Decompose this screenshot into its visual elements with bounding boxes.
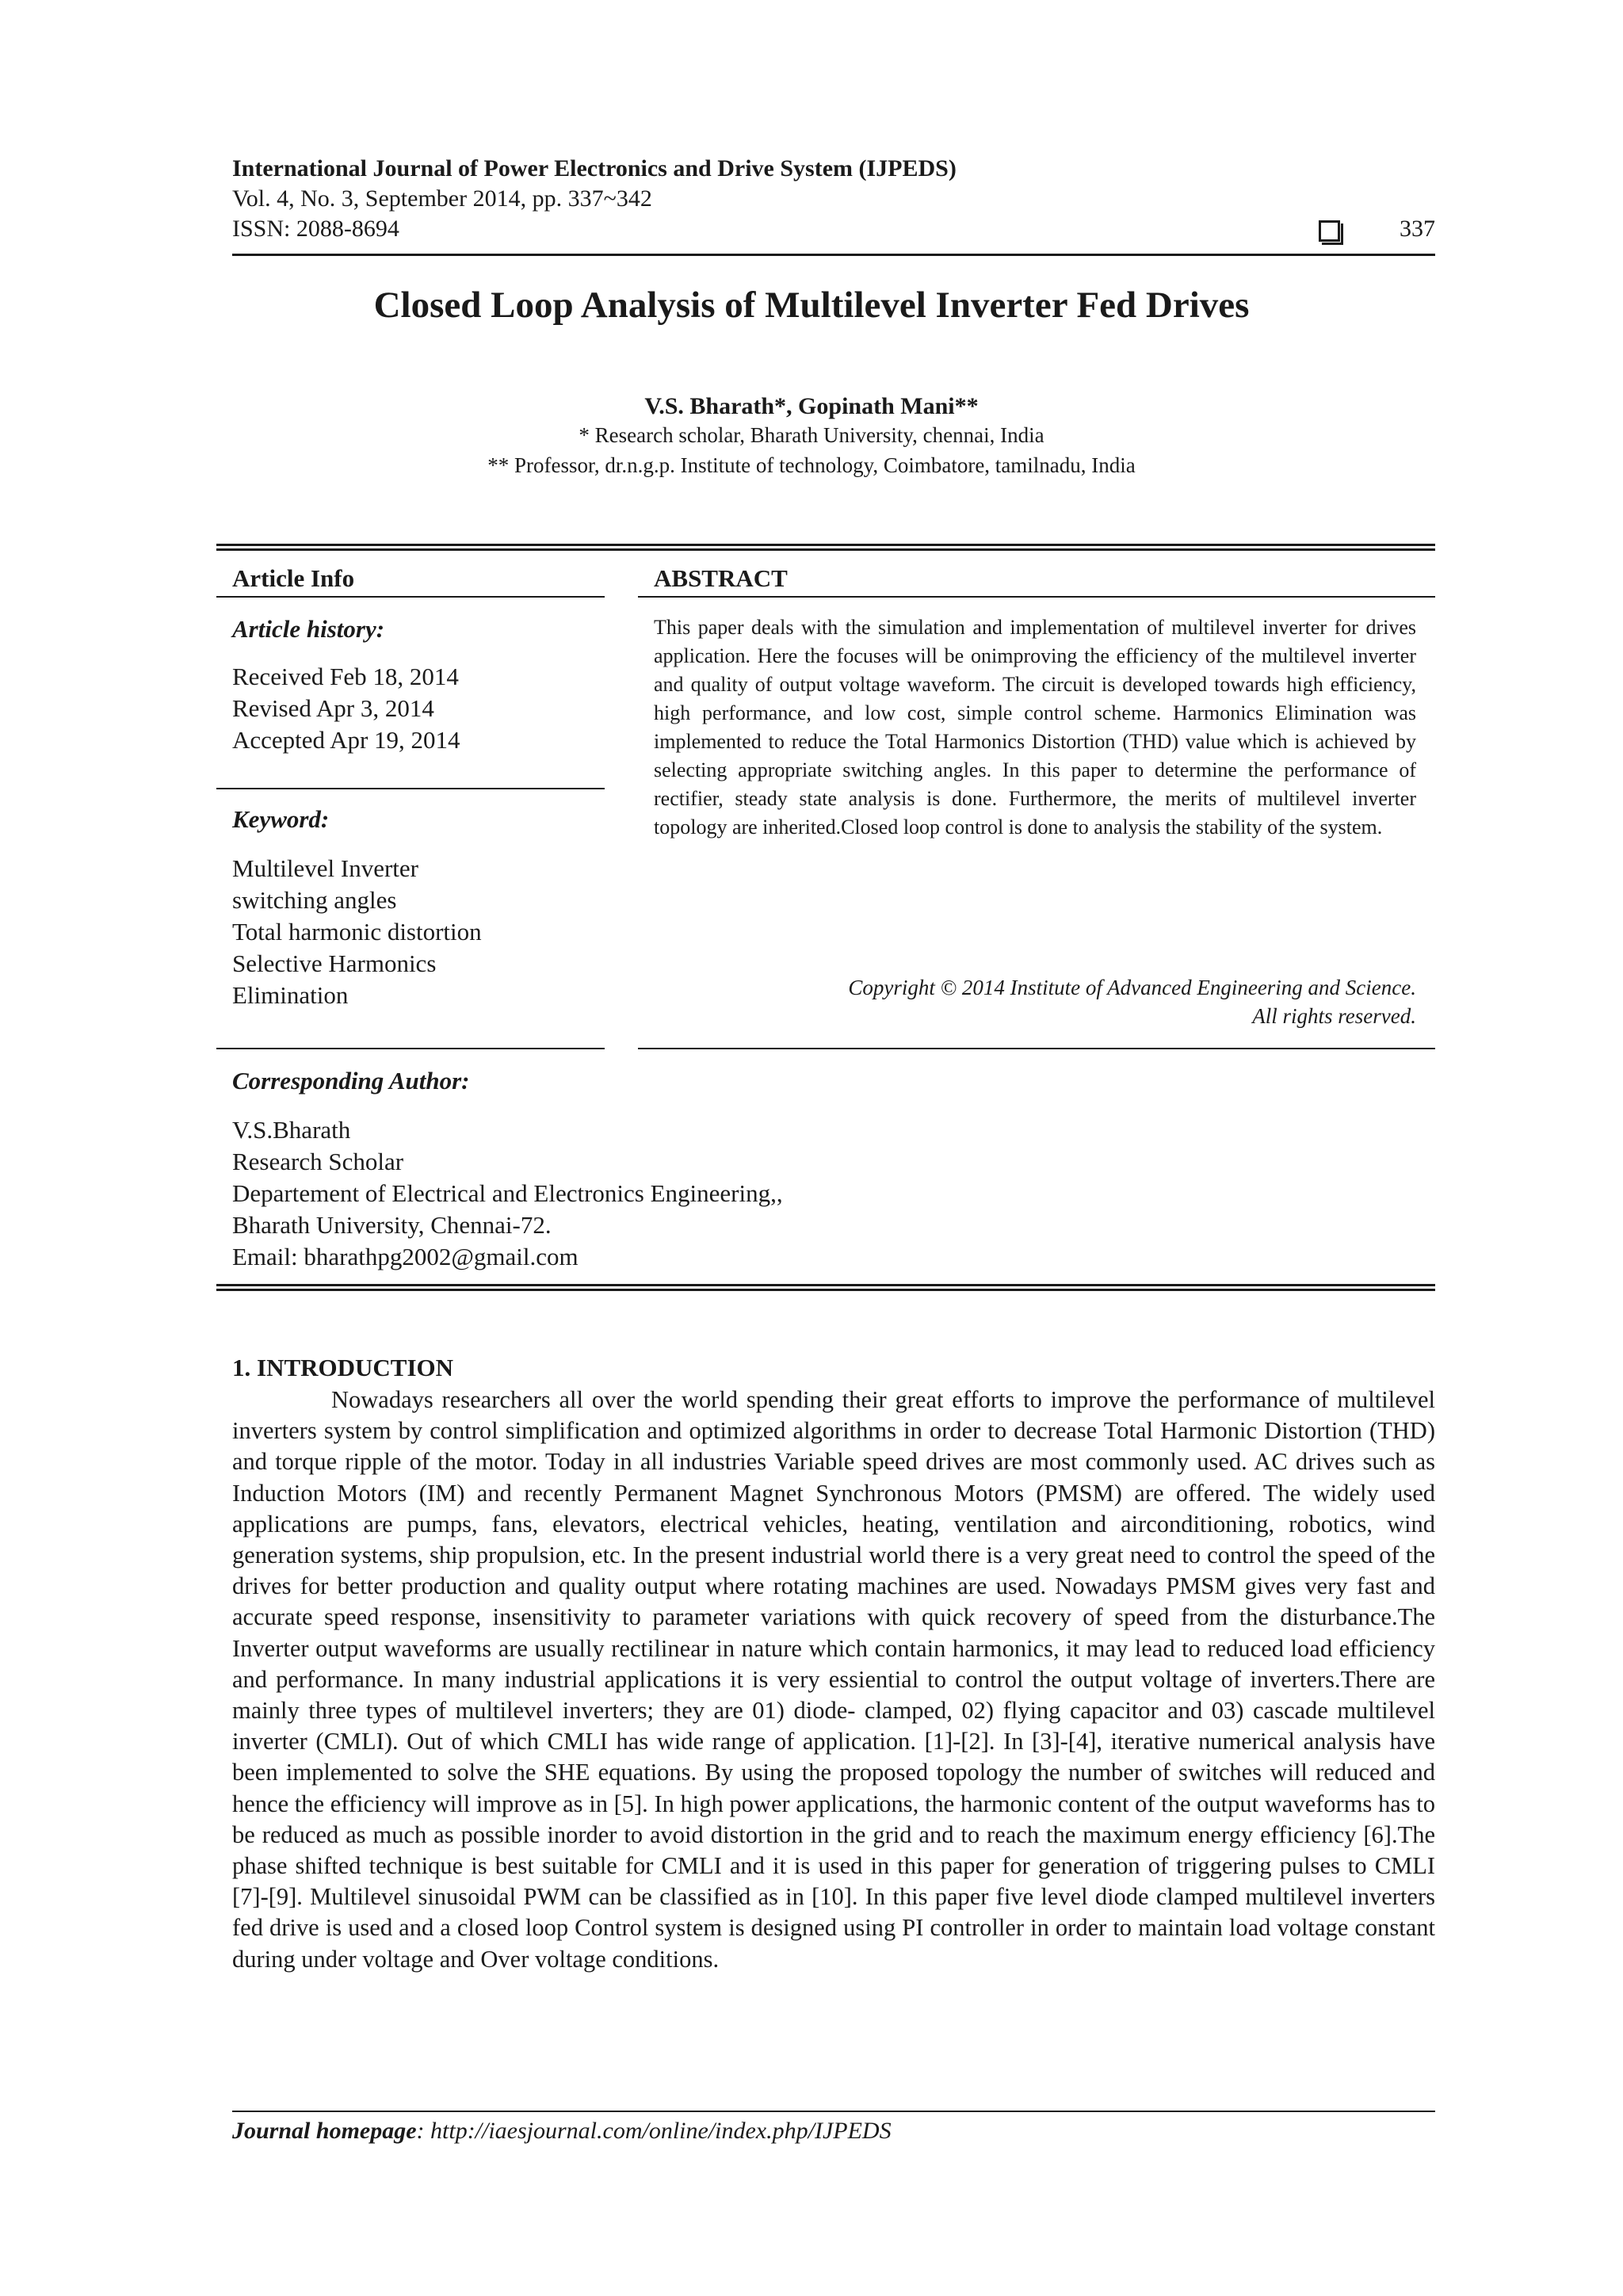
history-divider bbox=[216, 788, 605, 789]
history-received: Received Feb 18, 2014 bbox=[232, 663, 459, 690]
info-box-top-rule bbox=[216, 544, 1435, 551]
keyword-item: Elimination bbox=[232, 981, 349, 1009]
author-university: Bharath University, Chennai-72. bbox=[232, 1211, 552, 1239]
affiliation-2: ** Professor, dr.n.g.p. Institute of technology, Coimbatore, tamilnadu, India bbox=[487, 453, 1136, 477]
info-box-bottom-rule bbox=[216, 1284, 1435, 1291]
abstract-text: This paper deals with the simulation and implementation of multilevel inverter for drives application. Here the focuses will be onimproving the efficiency of the multilevel inverter and quality of output voltage waveform. The circuit is developed towards high efficiency, high performance, and low cost, simple control scheme. Harmonics Elimination was implemented to reduce the Total Harmonics Distortion (THD) value which is achieved by selecting appropriate switching angles. In this paper to determine the performance of rectifier, steady state analysis is done. Furthermore, the merits of multilevel inverter topology are inherited.Closed loop control is done to analysis the stability of the system. bbox=[654, 616, 1416, 839]
header-rule bbox=[232, 254, 1435, 256]
paper-title: Closed Loop Analysis of Multilevel Inverter Fed Drives bbox=[373, 285, 1250, 326]
keyword-heading: Keyword: bbox=[232, 805, 330, 833]
footer-rule bbox=[232, 2111, 1435, 2112]
history-accepted: Accepted Apr 19, 2014 bbox=[232, 726, 460, 754]
homepage-url[interactable]: : http://iaesjournal.com/online/index.php/IJPEDS bbox=[416, 2118, 892, 2144]
homepage-label: Journal homepage bbox=[232, 2118, 417, 2144]
author-name: V.S.Bharath bbox=[232, 1116, 351, 1144]
introduction-paragraph: Nowadays researchers all over the world spending their great efforts to improve the performance of multilevel inverters system by control simplification and optimized algorithms in order to decrease Total Harmonic Distortion (THD) and torque ripple of the motor. Today in all industries Variable speed drives are most commonly used. AC drives such as Induction Motors (IM) and recently Permanent Magnet Synchronous Motors (PMSM) are offered. The widely used applications are pumps, fans, elevators, electrical vehicles, heating, ventilation and airconditioning, robotics, wind generation systems, ship propulsion, etc. In the present industrial world there is a very great need to control the speed of the drives for better production and quality output where rotating machines are used. Nowadays PMSM gives very fast and accurate speed response, insensitivity to parameter variations with quick recovery of speed from the disturbance.The Inverter output waveforms are usually rectilinear in nature which contain harmonics, it may lead to reduced load efficiency and performance. In many industrial applications it is very essiential to control the output voltage of inverters.There are mainly three types of multilevel inverters; they are 01) diode- clamped, 02) flying capacitor and 03) cascade multilevel inverter (CMLI). Out of which CMLI has wide range of application. [1]-[2]. In [3]-[4], iterative numerical analysis have been implemented to solve the SHE equations. By using the proposed topology the number of switches will reduced and hence the efficiency will improve as in [5]. In high power applications, the harmonic content of the output waveforms has to be reduced as much as possible inorder to avoid distortion in the grid and to reach the maximum energy efficiency [6].The phase shifted technique is best suitable for CMLI and it is used in this paper for generation of triggering pulses to CMLI [7]-[9]. Multilevel sinusoidal PWM can be classified as in [10]. In this paper five level diode clamped multilevel inverters fed drive is used and a closed loop Control system is designed using PI controller in order to maintain load voltage constant during under voltage and Over voltage conditions. bbox=[232, 1386, 1435, 1973]
author-email: Email: bharathpg2002@gmail.com bbox=[232, 1243, 579, 1270]
abstract-heading: ABSTRACT bbox=[654, 564, 788, 592]
volume-line: Vol. 4, No. 3, September 2014, pp. 337~342 bbox=[232, 185, 652, 212]
abstract-bottom-rule bbox=[638, 1048, 1435, 1049]
keyword-item: Selective Harmonics bbox=[232, 949, 437, 977]
square-bullet-icon bbox=[1319, 220, 1340, 242]
journal-name: International Journal of Power Electronics and Drive System (IJPEDS) bbox=[232, 155, 957, 181]
author-department: Departement of Electrical and Electronics Engineering,, bbox=[232, 1179, 783, 1207]
abstract-underline bbox=[638, 596, 1435, 598]
introduction-heading: 1. INTRODUCTION bbox=[232, 1354, 454, 1381]
keyword-item: Multilevel Inverter bbox=[232, 854, 418, 882]
keyword-item: Total harmonic distortion bbox=[232, 918, 482, 946]
copyright-line-2: All rights reserved. bbox=[1252, 1004, 1416, 1028]
keyword-divider bbox=[216, 1048, 605, 1049]
article-info-underline bbox=[216, 596, 605, 598]
article-history-heading: Article history: bbox=[232, 615, 385, 643]
issn-line: ISSN: 2088-8694 bbox=[232, 216, 399, 242]
affiliation-1: * Research scholar, Bharath University, chennai, India bbox=[579, 423, 1044, 447]
keyword-item: switching angles bbox=[232, 886, 397, 914]
history-revised: Revised Apr 3, 2014 bbox=[232, 694, 434, 722]
corresponding-author-heading: Corresponding Author: bbox=[232, 1067, 470, 1095]
authors: V.S. Bharath*, Gopinath Mani** bbox=[644, 393, 979, 419]
author-position: Research Scholar bbox=[232, 1148, 404, 1175]
journal-homepage bbox=[232, 2118, 892, 2145]
page-number: 337 bbox=[1400, 216, 1435, 242]
article-info-heading: Article Info bbox=[232, 564, 355, 592]
copyright-line-1: Copyright © 2014 Institute of Advanced Engineering and Science. bbox=[848, 976, 1416, 999]
